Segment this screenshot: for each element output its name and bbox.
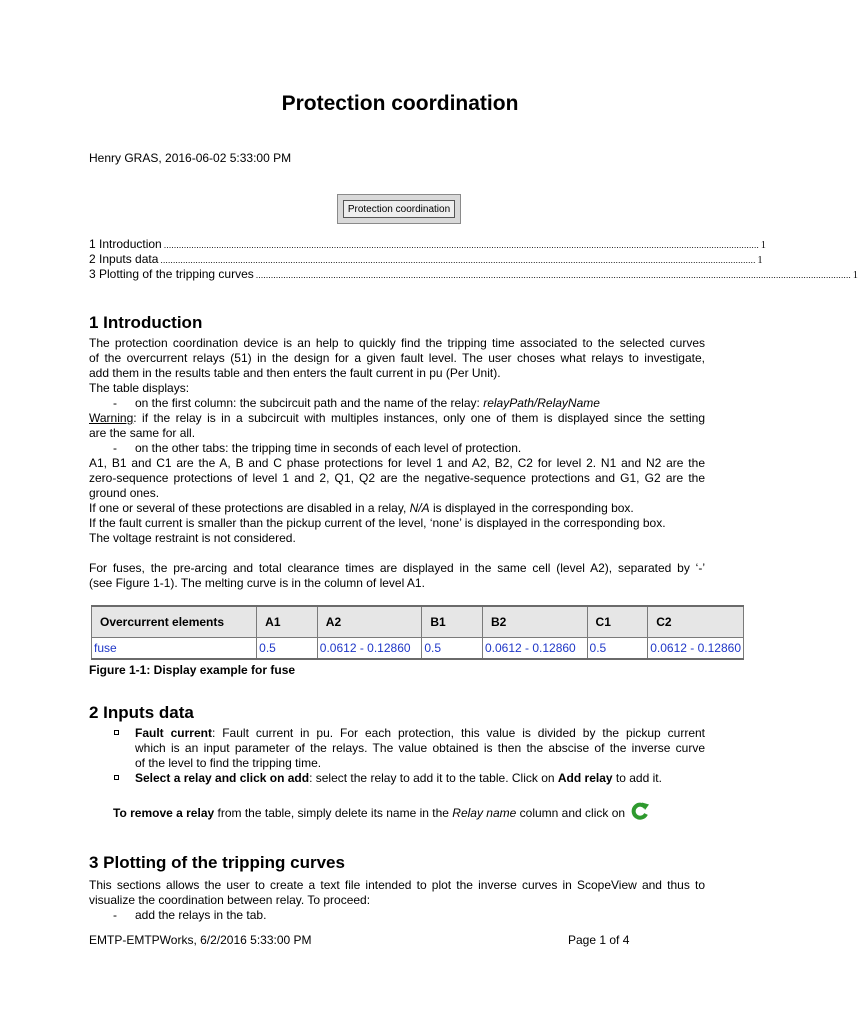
table-of-contents [89,237,858,282]
blank-line [89,786,705,801]
fuse-display-table [91,605,744,660]
text-run: is displayed in the corresponding box. [429,501,634,515]
toc-leader-dots: .............................................................................................................................................................................................................................................. [160,255,756,265]
paragraph-line: are the same for all. [89,426,196,440]
blank-line [89,546,705,561]
paragraph-line: The voltage restraint is not considered. [89,531,296,545]
refresh-icon[interactable] [630,801,650,827]
toc-entry-label[interactable]: 1 Introduction [89,237,162,251]
list-item [89,726,705,771]
list-item-line: which is an input parameter of the relays. The value obtained is then the abscise of the inverse curve [135,741,705,755]
table-cell[interactable]: 0.5 [257,638,318,660]
toc-entry-page: 1 [757,255,763,266]
paragraph-line: zero-sequence protections of level 1 and 2, Q1, Q2 are the negative-sequence protections and G1, G2 are the [89,471,705,485]
title-logo-box [337,194,461,224]
section-heading-plotting: 3 Plotting of the tripping curves [89,853,345,872]
text-run: to add it. [612,771,662,785]
toc-leader-dots: .............................................................................................................................................................................................................................................. [255,270,851,280]
paragraph-line: If the fault current is smaller than the pickup current of the level, ‘none’ is displayed in the corresponding box. [89,516,666,530]
table-row[interactable] [92,638,744,660]
table-cell[interactable]: 0.0612 - 0.12860 [648,638,744,660]
paragraph-line [89,501,705,516]
table-cell[interactable]: 0.0612 - 0.12860 [317,638,422,660]
list-item [89,771,705,786]
column-header[interactable]: B2 [482,606,587,638]
list-item-text: on the first column: the subcircuit path and the name of the relay: [135,396,484,410]
list-item-text: add the relays in the tab. [135,908,267,922]
list-item-text [113,771,705,786]
term-bold: To remove a relay [113,806,215,821]
page-number: Page 1 of 4 [568,933,630,947]
term-bold: Fault current [135,726,212,740]
list-item-text [113,726,705,771]
remove-relay-instruction [89,801,705,821]
warning-label: Warning [89,411,134,425]
section-heading-introduction: 1 Introduction [89,313,203,332]
section-heading-inputs: 2 Inputs data [89,703,194,722]
footer-left: EMTP-EMTPWorks, 6/2/2016 5:33:00 PM [89,933,312,947]
text-emphasis: Relay name [452,806,517,821]
paragraph-line: The protection coordination device is an help to quickly find the tripping time associated to the selected curves [89,336,705,350]
text-run: : select the relay to add it to the table. Click on [309,771,558,785]
square-bullet-icon [114,730,119,735]
text-run: If one or several of these protections are disabled in a relay, [89,501,410,515]
term-bold: Add relay [557,771,613,785]
dash-bullet: - [113,441,117,455]
list-item-text: on the other tabs: the tripping time in seconds of each level of protection. [135,441,522,455]
list-item [89,396,705,411]
square-bullet-icon [114,775,119,780]
toc-entry-page: 1 [760,240,766,251]
text-run: column and click on [516,806,626,821]
list-item [89,441,705,456]
column-header[interactable]: A1 [257,606,318,638]
author-line: Henry GRAS, 2016-06-02 5:33:00 PM [89,151,292,165]
text-emphasis: N/A [409,501,430,515]
toc-entry[interactable] [89,267,858,282]
toc-entry-label[interactable]: 3 Plotting of the tripping curves [89,267,254,281]
inputs-body [89,726,705,821]
table-cell[interactable]: 0.5 [422,638,483,660]
paragraph-line: (see Figure 1-1). The melting curve is in the column of level A1. [89,576,425,590]
dash-bullet: - [113,908,117,922]
table-header-row [92,606,744,638]
table-cell[interactable]: 0.0612 - 0.12860 [482,638,587,660]
paragraph-line: ground ones. [89,486,160,500]
plotting-body [89,878,705,923]
list-item-line: of the level to find the tripping time. [135,756,322,770]
paragraph-line: This sections allows the user to create a text file intended to plot the inverse curves in ScopeView and thus to [89,878,705,892]
title-logo-label: Protection coordination [343,200,455,218]
list-item-line [135,726,705,741]
paragraph-line: of the overcurrent relays (51) in the design for a given fault level. The user choses what relays to investigate, [89,351,705,365]
text-run: : Fault current in pu. For each protection, this value is divided by the pickup current [211,726,705,740]
document-title: Protection coordination [281,92,519,115]
introduction-body [89,336,705,591]
figure-caption: Figure 1-1: Display example for fuse [89,663,296,677]
toc-entry[interactable] [89,252,763,267]
dash-bullet: - [113,396,117,410]
toc-leader-dots: .............................................................................................................................................................................................................................................. [163,240,759,250]
term-bold: Select a relay and click on add [135,771,310,785]
column-header[interactable]: A2 [317,606,422,638]
text-run: from the table, simply delete its name in the [214,806,453,821]
warning-text: : if the relay is in a subcircuit with multiples instances, only one of them is displayed since the setting [133,411,705,425]
paragraph-line: A1, B1 and C1 are the A, B and C phase protections for level 1 and A2, B2, C2 for level 2. N1 and N2 are the [89,456,705,470]
column-header[interactable]: C1 [587,606,648,638]
list-item [89,908,705,923]
toc-entry[interactable] [89,237,766,252]
paragraph-line: visualize the coordination between relay. To proceed: [89,893,371,907]
list-item-emphasis: relayPath/RelayName [483,396,600,410]
column-header[interactable]: Overcurrent elements [92,606,257,638]
column-header[interactable]: B1 [422,606,483,638]
table-cell[interactable]: 0.5 [587,638,648,660]
table-cell[interactable]: fuse [92,638,257,660]
paragraph-line: add them in the results table and then enters the fault current in pu (Per Unit). [89,366,501,380]
column-header[interactable]: C2 [648,606,744,638]
warning-line [89,411,705,426]
toc-entry-page: 1 [852,270,858,281]
paragraph-line: For fuses, the pre-arcing and total clearance times are displayed in the same cell (level A2), separated by ‘-’ [89,561,705,575]
paragraph-line: The table displays: [89,381,190,395]
toc-entry-label[interactable]: 2 Inputs data [89,252,159,266]
